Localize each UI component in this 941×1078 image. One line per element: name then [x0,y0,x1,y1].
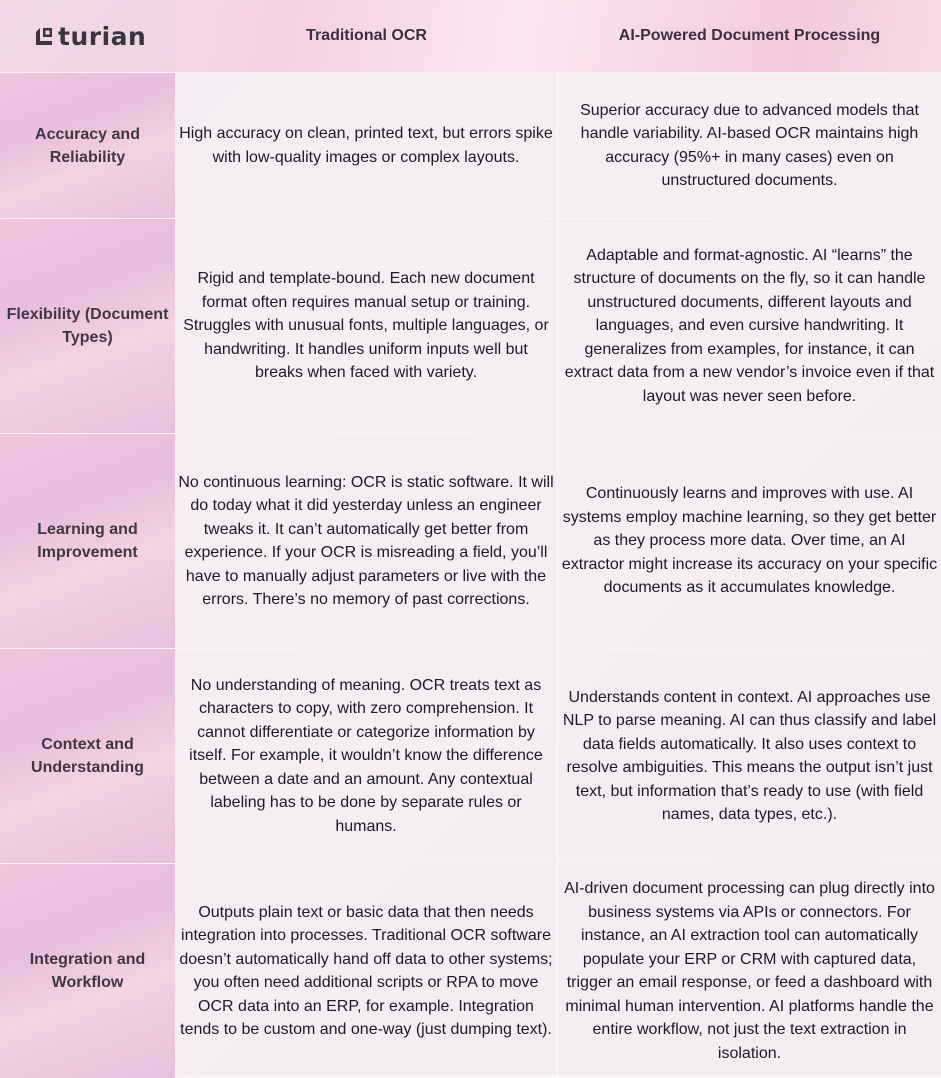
logo-text: turian [58,21,147,51]
table-row [0,72,941,218]
row-label: Learning and Improvement [0,434,175,648]
turian-logo [34,22,146,51]
row-label: Flexibility (Document Types) [0,219,175,433]
ai-cell: Adaptable and format-agnostic. AI “learns” the structure of documents on the fly, so it can handle unstructured documents, different layouts and languages, and even cursive handwriting. It generalizes from examples, for instance, it can extract data from a new vendor’s invoice even if that layout was never seen before. [558,219,941,433]
header-traditional-ocr: Traditional OCR [306,27,427,44]
turian-logo-icon [34,26,54,46]
ai-cell: Superior accuracy due to advanced models that handle variability. AI-based OCR maintains high accuracy (95%+ in many cases) even on unstructured documents. [558,73,941,218]
logo-cell [0,0,175,72]
row-label: Context and Understanding [0,649,175,863]
ai-cell: Understands content in context. AI approaches use NLP to parse meaning. AI can thus classify and label data fields automatically. It also uses context to resolve ambiguities. This means the output isn’t just text, but information that’s ready to use (with field names, data types, etc.). [558,649,941,863]
row-label: Accuracy and Reliability [0,73,175,218]
table-header [0,0,941,72]
row-label: Integration and Workflow [0,864,175,1078]
traditional-cell: Rigid and template-bound. Each new document format often requires manual setup or training. Struggles with unusual fonts, multiple languages, or handwriting. It handles uniform inputs well but breaks when faced with variety. [175,219,558,433]
table-row [0,218,941,433]
traditional-cell: Outputs plain text or basic data that then needs integration into processes. Traditional OCR software doesn’t automatically hand off data to other systems; you often need additional scripts or RPA to move OCR data into an ERP, for example. Integration tends to be custom and one-way (just dumping text). [175,864,558,1078]
ai-cell: Continuously learns and improves with use. AI systems employ machine learning, so they get better as they process more data. Over time, an AI extractor might increase its accuracy on your specific documents as it accumulates knowledge. [558,434,941,648]
table-row [0,863,941,1078]
traditional-cell: High accuracy on clean, printed text, but errors spike with low-quality images or complex layouts. [175,73,558,218]
traditional-cell: No continuous learning: OCR is static software. It will do today what it did yesterday unless an engineer tweaks it. It can’t automatically get better from experience. If your OCR is misreading a field, you’ll have to manually adjust parameters or live with the errors. There’s no memory of past corrections. [175,434,558,648]
traditional-cell: No understanding of meaning. OCR treats text as characters to copy, with zero comprehension. It cannot differentiate or categorize information by itself. For example, it wouldn’t know the difference between a date and an amount. Any contextual labeling has to be done by separate rules or humans. [175,649,558,863]
header-ai-processing: AI-Powered Document Processing [618,27,881,44]
ai-cell: AI-driven document processing can plug directly into business systems via APIs or connectors. For instance, an AI extraction tool can automatically populate your ERP or CRM with captured data, trigger an email response, or feed a dashboard with minimal human intervention. AI platforms handle the entire workflow, not just the text extraction in isolation. [558,864,941,1078]
table-body [0,72,941,1078]
table-row [0,433,941,648]
table-row [0,648,941,863]
